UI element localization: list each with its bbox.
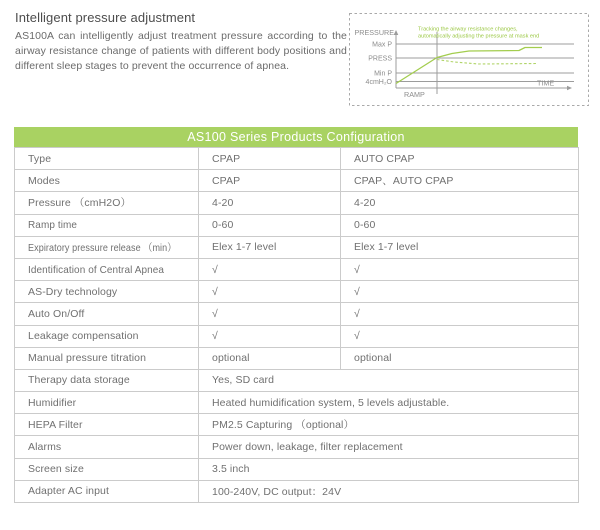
row-label: Type	[15, 148, 199, 170]
table-row	[15, 258, 579, 280]
cell-auto-cpap: 0-60	[341, 214, 579, 236]
row-label-text: Ramp time	[28, 219, 78, 232]
table-row	[15, 281, 579, 303]
cell-auto-cpap: √	[341, 258, 579, 280]
table-row	[15, 170, 579, 192]
pressure-curve-solid	[396, 48, 542, 84]
cell-shared-value: Heated humidification system, 5 levels adjustable.	[199, 392, 579, 414]
cell-auto-cpap: Elex 1-7 level	[341, 236, 579, 258]
cell-cpap: 0-60	[199, 214, 341, 236]
row-label	[15, 214, 199, 236]
table-row	[15, 347, 579, 369]
tick-press: PRESS	[368, 55, 392, 63]
intro-heading: Intelligent pressure adjustment	[15, 10, 196, 25]
diagram-annotation-line1: Tracking the airway resistance changes,	[418, 26, 518, 33]
cell-cpap: CPAP	[199, 148, 341, 170]
cell-shared-value: PM2.5 Capturing （optional）	[199, 414, 579, 436]
table-row	[15, 148, 579, 170]
cell-cpap: √	[199, 303, 341, 325]
table-row	[15, 325, 579, 347]
row-label: Leakage compensation	[15, 325, 199, 347]
pressure-time-diagram	[349, 13, 589, 106]
table-title: AS100 Series Products Configuration	[14, 127, 578, 147]
y-axis-arrow-icon	[394, 30, 399, 35]
row-label	[15, 258, 199, 280]
row-label: Auto On/Off	[15, 303, 199, 325]
table-row	[15, 436, 579, 458]
pressure-curve-dashed	[437, 60, 537, 65]
table-row	[15, 458, 579, 480]
ramp-label: RAMP	[404, 90, 425, 99]
cell-auto-cpap: √	[341, 281, 579, 303]
table-row	[15, 236, 579, 258]
cell-cpap: Elex 1-7 level	[199, 236, 341, 258]
row-label: Therapy data storage	[15, 369, 199, 391]
row-label: AS-Dry technology	[15, 281, 199, 303]
row-label: Screen size	[15, 458, 199, 480]
row-label: Humidifier	[15, 392, 199, 414]
cell-cpap: 4-20	[199, 192, 341, 214]
table-row	[15, 192, 579, 214]
row-label: HEPA Filter	[15, 414, 199, 436]
cell-auto-cpap: √	[341, 303, 579, 325]
cell-shared-value: 3.5 inch	[199, 458, 579, 480]
table-row	[15, 414, 579, 436]
tick-4cmh2o: 4cmH₂O	[365, 79, 392, 86]
cell-auto-cpap: CPAP、AUTO CPAP	[341, 170, 579, 192]
tick-max-p: Max P	[372, 41, 392, 49]
table-row	[15, 392, 579, 414]
pressure-axis-label: PRESSURE	[354, 28, 394, 37]
time-axis-label: TIME	[537, 78, 555, 88]
diagram-gridlines	[396, 44, 574, 82]
cell-shared-value: 100-240V, DC output：24V	[199, 480, 579, 502]
y-axis	[394, 30, 399, 88]
row-label-text: Identification of Central Apnea	[28, 263, 165, 276]
tick-min-p: Min P	[374, 70, 392, 78]
row-label: Manual pressure titration	[15, 347, 199, 369]
cell-cpap: √	[199, 281, 341, 303]
cell-shared-value: Yes, SD card	[199, 369, 579, 391]
row-label: Modes	[15, 170, 199, 192]
table-row	[15, 369, 579, 391]
cell-cpap: √	[199, 258, 341, 280]
cell-auto-cpap: 4-20	[341, 192, 579, 214]
row-label: Adapter AC input	[15, 480, 199, 502]
cell-cpap: √	[199, 325, 341, 347]
cell-shared-value: Power down, leakage, filter replacement	[199, 436, 579, 458]
configuration-table	[14, 127, 578, 503]
row-label	[15, 236, 199, 258]
cell-auto-cpap: AUTO CPAP	[341, 148, 579, 170]
row-label-text: Expiratory pressure release （min）	[28, 241, 177, 254]
table-row	[15, 480, 579, 502]
diagram-annotation-line2: automatically adjusting the pressure at mask end	[418, 33, 540, 40]
cell-auto-cpap: √	[341, 325, 579, 347]
table-row	[15, 214, 579, 236]
cell-cpap: optional	[199, 347, 341, 369]
cell-auto-cpap: optional	[341, 347, 579, 369]
table-row	[15, 303, 579, 325]
row-label: Alarms	[15, 436, 199, 458]
intro-paragraph: AS100A can intelligently adjust treatment pressure according to the airway resistance change of patients with different body positions and different sleep stages to prevent the occurrence of apnea.	[15, 30, 347, 72]
cell-cpap: CPAP	[199, 170, 341, 192]
row-label: Pressure （cmH2O）	[15, 192, 199, 214]
x-axis-arrow-icon	[567, 86, 572, 91]
